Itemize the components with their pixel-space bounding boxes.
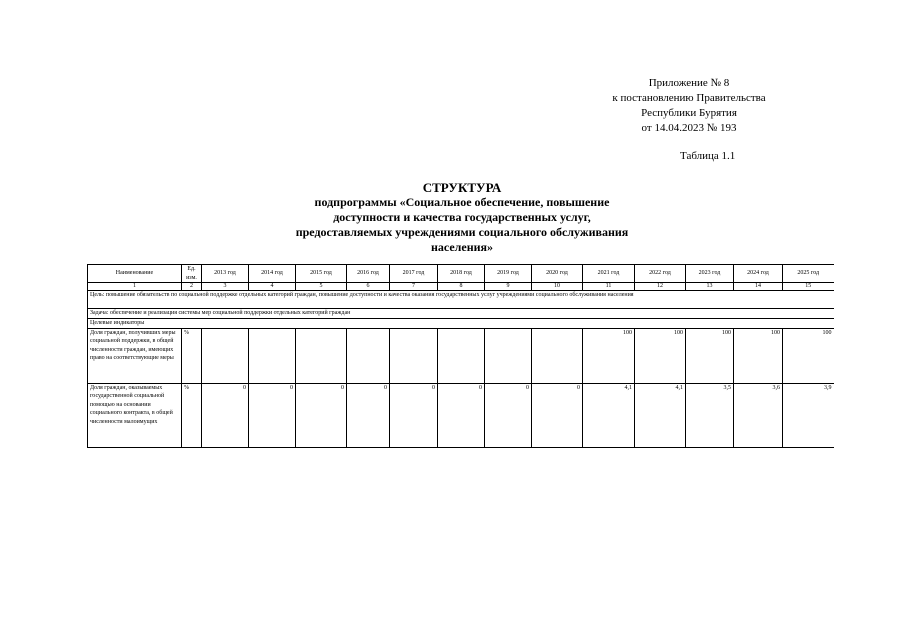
task-text: Задача: обеспечение и реализация системы мер социальной поддержки отдельных категорий граждан <box>88 309 834 319</box>
indicator-value <box>202 328 249 383</box>
column-number: 8 <box>438 283 485 291</box>
column-number: 9 <box>485 283 532 291</box>
indicator-value: 3,6 <box>734 383 783 447</box>
column-number: 6 <box>347 283 390 291</box>
indicator-value <box>347 328 390 383</box>
column-number: 5 <box>296 283 347 291</box>
column-number: 7 <box>390 283 438 291</box>
header-year: 2017 год <box>390 265 438 283</box>
header-year: 2015 год <box>296 265 347 283</box>
title-main: СТРУКТУРА <box>422 180 502 195</box>
indicator-value: 100 <box>734 328 783 383</box>
header-year: 2023 год <box>686 265 734 283</box>
indicator-value: 100 <box>783 328 834 383</box>
appendix-line: к постановлению Правительства <box>612 92 766 104</box>
column-number: 3 <box>202 283 249 291</box>
appendix-line: Приложение № 8 <box>648 77 730 89</box>
indicator-value <box>249 328 296 383</box>
column-number: 15 <box>783 283 834 291</box>
indicator-value: 0 <box>438 383 485 447</box>
title-line: подпрограммы «Социальное обеспечение, повышение <box>314 195 610 209</box>
column-number: 11 <box>583 283 635 291</box>
indicator-value: 0 <box>347 383 390 447</box>
indicator-value: 0 <box>296 383 347 447</box>
header-year: 2016 год <box>347 265 390 283</box>
indicator-value <box>296 328 347 383</box>
header-year: 2021 год <box>583 265 635 283</box>
document-title <box>250 180 674 255</box>
indicator-value: 100 <box>635 328 686 383</box>
appendix-line: от 14.04.2023 № 193 <box>641 122 737 134</box>
header-year: 2025 год <box>783 265 834 283</box>
table-header-row <box>88 265 834 283</box>
indicator-name: Доля граждан, получивших меры социальной поддержки, в общей численности граждан, имеющих право на соответствующие меры <box>88 328 182 383</box>
table-row <box>88 328 834 383</box>
indicator-value: 0 <box>202 383 249 447</box>
goal-row <box>88 291 834 309</box>
indicator-unit: % <box>182 328 202 383</box>
task-row <box>88 309 834 319</box>
table-label: Таблица 1.1 <box>680 150 736 162</box>
appendix-line: Республики Бурятия <box>641 107 737 119</box>
column-number: 12 <box>635 283 686 291</box>
indicator-value: 0 <box>249 383 296 447</box>
header-unit: Ед. изм. <box>182 265 202 283</box>
indicator-name: Доля граждан, оказываемых государственной социальной помощью на основании социального контракта, в общей численности малоимущих <box>88 383 182 447</box>
title-line: предоставляемых учреждениями социального обслуживания <box>295 225 629 239</box>
indicator-value <box>438 328 485 383</box>
indicator-value: 100 <box>583 328 635 383</box>
header-year: 2022 год <box>635 265 686 283</box>
indicator-value: 4,1 <box>583 383 635 447</box>
indicator-value <box>485 328 532 383</box>
indicator-value: 0 <box>532 383 583 447</box>
indicator-value: 0 <box>485 383 532 447</box>
column-number: 2 <box>182 283 202 291</box>
header-year: 2014 год <box>249 265 296 283</box>
header-year: 2024 год <box>734 265 783 283</box>
column-number: 1 <box>88 283 182 291</box>
goal-text: Цель: повышение обязательств по социальной поддержке отдельных категорий граждан, повышение доступности и качества оказания государственных услуг учреждениями социального обслуживания населения <box>88 291 834 309</box>
header-name: Наименование <box>88 265 182 283</box>
indicator-value: 3,9 <box>783 383 834 447</box>
column-number-row <box>88 283 834 291</box>
column-number: 14 <box>734 283 783 291</box>
title-line: доступности и качества государственных услуг, <box>333 210 591 224</box>
appendix-block <box>560 76 818 136</box>
indicator-value <box>532 328 583 383</box>
indicators-row <box>88 319 834 329</box>
table-row <box>88 383 834 447</box>
indicator-value: 4,1 <box>635 383 686 447</box>
header-year: 2020 год <box>532 265 583 283</box>
indicators-label: Целевые индикаторы <box>88 319 834 329</box>
indicator-unit: % <box>182 383 202 447</box>
header-year: 2013 год <box>202 265 249 283</box>
structure-table <box>87 264 834 448</box>
column-number: 13 <box>686 283 734 291</box>
column-number: 10 <box>532 283 583 291</box>
title-line: населения» <box>430 240 494 254</box>
header-year: 2019 год <box>485 265 532 283</box>
header-year: 2018 год <box>438 265 485 283</box>
indicator-value: 3,5 <box>686 383 734 447</box>
indicator-value: 0 <box>390 383 438 447</box>
column-number: 4 <box>249 283 296 291</box>
indicator-value <box>390 328 438 383</box>
indicator-value: 100 <box>686 328 734 383</box>
